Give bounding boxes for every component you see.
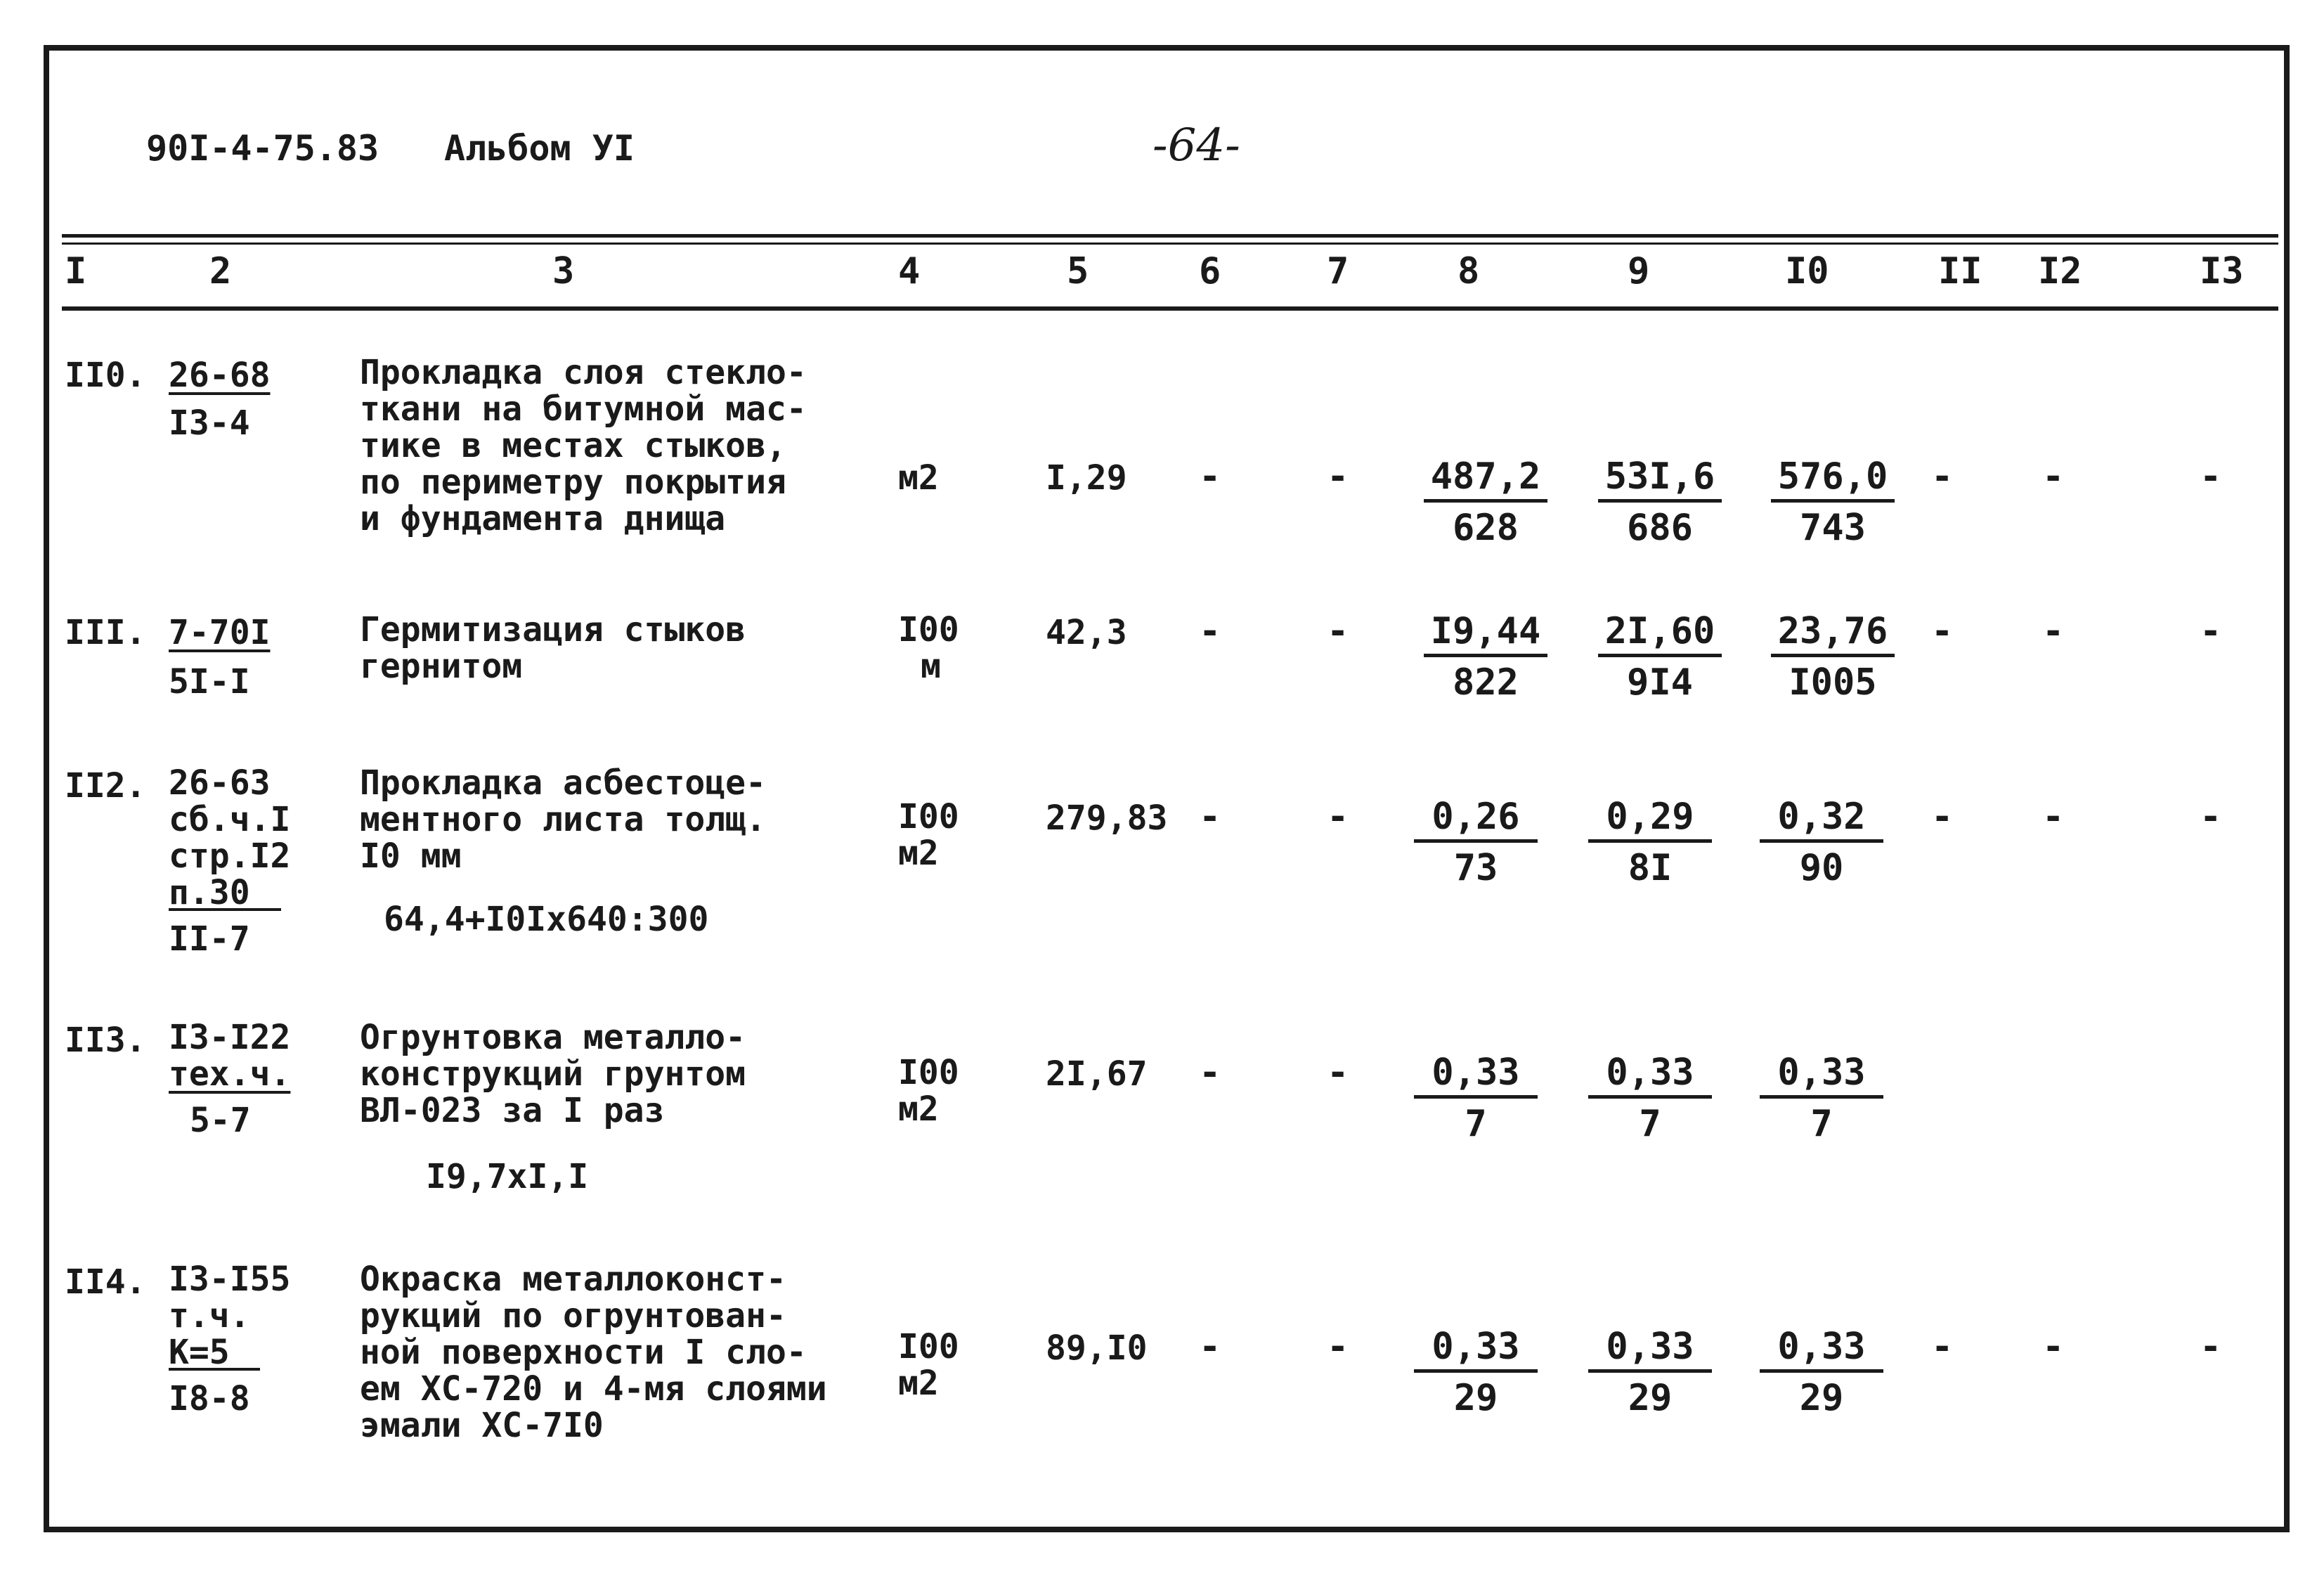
- col-header-5: 5: [1067, 250, 1089, 292]
- col-header-1: I: [65, 250, 87, 292]
- col-10-fraction: $\frac{0,33}{7}$: [1751, 1054, 1892, 1142]
- page-number: -64-: [1153, 119, 1240, 172]
- col-header-7: 7: [1327, 250, 1349, 292]
- norm-code-sub: 5I-I: [169, 662, 250, 701]
- col-header-3: 3: [552, 250, 575, 292]
- calculation-formula: I9,7хI,I: [426, 1157, 589, 1196]
- col-7-value: -: [1327, 610, 1349, 652]
- unit: I00 м2: [898, 1327, 959, 1403]
- row-number: II2.: [65, 766, 146, 806]
- col-8-fraction: $\frac{0,33}{29}$: [1406, 1328, 1546, 1416]
- col-8-fraction: $\frac{487,2}{628}$: [1415, 458, 1556, 546]
- unit: I00 м2: [898, 1053, 959, 1129]
- unit: м2: [898, 458, 939, 498]
- col-6-value: -: [1199, 455, 1221, 498]
- quantity: 89,I0: [1046, 1328, 1148, 1368]
- col-header-4: 4: [898, 250, 921, 292]
- col-header-12: I2: [2038, 250, 2082, 292]
- row-number: II0.: [65, 356, 146, 395]
- norm-code-sub: I3-4: [169, 403, 250, 443]
- col-9-fraction: $\frac{0,33}{7}$: [1580, 1054, 1720, 1142]
- work-description: Огрунтовка металло- конструкций грунтом ВЛ-023 за I раз: [360, 1018, 746, 1130]
- row-number: II3.: [65, 1021, 146, 1060]
- col-7-value: -: [1327, 796, 1349, 838]
- col-7-value: -: [1327, 1052, 1349, 1094]
- col-10-fraction: $\frac{23,76}{I005}$: [1763, 613, 1903, 701]
- col-7-value: -: [1327, 455, 1349, 498]
- norm-code: 26-63 сб.ч.I стр.I2 п.30 II-7: [169, 763, 291, 959]
- col-12-value: -: [2042, 1326, 2065, 1368]
- col-9-fraction: $\frac{2I,60}{9I4}$: [1590, 613, 1730, 701]
- project-code: 90I-4-75.83: [146, 128, 379, 169]
- col-10-fraction: $\frac{576,0}{743}$: [1763, 458, 1903, 546]
- col-13-value: -: [2200, 796, 2222, 838]
- work-description: Прокладка слоя стекло- ткани на битумной мас- тике в местах стыков, по периметру покрытия и фундамента днища: [360, 353, 807, 538]
- row-number: III.: [65, 613, 146, 652]
- calculation-formula: 64,4+I0Iх640:300: [384, 900, 709, 939]
- norm-code: 26-68: [169, 356, 271, 395]
- col-header-6: 6: [1199, 250, 1221, 292]
- quantity: I,29: [1046, 458, 1127, 498]
- col-13-value: -: [2200, 1326, 2222, 1368]
- album-label: Альбом УI: [444, 128, 635, 169]
- col-header-8: 8: [1458, 250, 1480, 292]
- col-6-value: -: [1199, 796, 1221, 838]
- unit: I00 м2: [898, 797, 959, 873]
- col-7-value: -: [1327, 1326, 1349, 1368]
- col-12-value: -: [2042, 610, 2065, 652]
- col-9-fraction: $\frac{53I,6}{686}$: [1590, 458, 1730, 546]
- norm-code: I3-I55 т.ч. К=5 I8-8: [169, 1260, 291, 1418]
- col-8-fraction: $\frac{0,33}{7}$: [1406, 1054, 1546, 1142]
- col-9-fraction: $\frac{0,33}{29}$: [1580, 1328, 1720, 1416]
- quantity: 42,3: [1046, 613, 1127, 652]
- col-8-fraction: $\frac{0,26}{73}$: [1406, 798, 1546, 886]
- quantity: 2I,67: [1046, 1054, 1148, 1094]
- col-header-9: 9: [1628, 250, 1650, 292]
- col-13-value: -: [2200, 455, 2222, 498]
- col-12-value: -: [2042, 455, 2065, 498]
- unit: I00 м: [898, 610, 959, 686]
- col-header-13: I3: [2200, 250, 2244, 292]
- col-6-value: -: [1199, 1052, 1221, 1094]
- col-6-value: -: [1199, 610, 1221, 652]
- norm-code: I3-I22 тех.ч. 5-7: [169, 1018, 291, 1140]
- work-description: Гермитизация стыков гернитом: [360, 610, 746, 686]
- row-number: II4.: [65, 1262, 146, 1302]
- work-description: Прокладка асбестоце- ментного листа толщ. I0 мм: [360, 763, 766, 876]
- col-11-value: -: [1931, 455, 1954, 498]
- col-13-value: -: [2200, 610, 2222, 652]
- col-12-value: -: [2042, 796, 2065, 838]
- col-10-fraction: $\frac{0,33}{29}$: [1751, 1328, 1892, 1416]
- col-10-fraction: $\frac{0,32}{90}$: [1751, 798, 1892, 886]
- col-9-fraction: $\frac{0,29}{8I}$: [1580, 798, 1720, 886]
- table-header-rule: [62, 306, 2278, 311]
- col-11-value: -: [1931, 1326, 1954, 1368]
- col-11-value: -: [1931, 796, 1954, 838]
- quantity: 279,83: [1046, 798, 1168, 838]
- col-6-value: -: [1199, 1326, 1221, 1368]
- col-header-10: I0: [1785, 250, 1829, 292]
- table-top-rule: [62, 234, 2278, 238]
- col-header-2: 2: [209, 250, 232, 292]
- norm-code: 7-70I: [169, 613, 271, 652]
- col-8-fraction: $\frac{I9,44}{822}$: [1415, 613, 1556, 701]
- col-header-11: II: [1938, 250, 1982, 292]
- work-description: Окраска металлоконст- рукций по огрунтован- ной поверхности I сло- ем ХС-720 и 4-мя слоями эмали ХС-7I0: [360, 1260, 827, 1445]
- col-11-value: -: [1931, 610, 1954, 652]
- table-top-rule-2: [62, 242, 2278, 245]
